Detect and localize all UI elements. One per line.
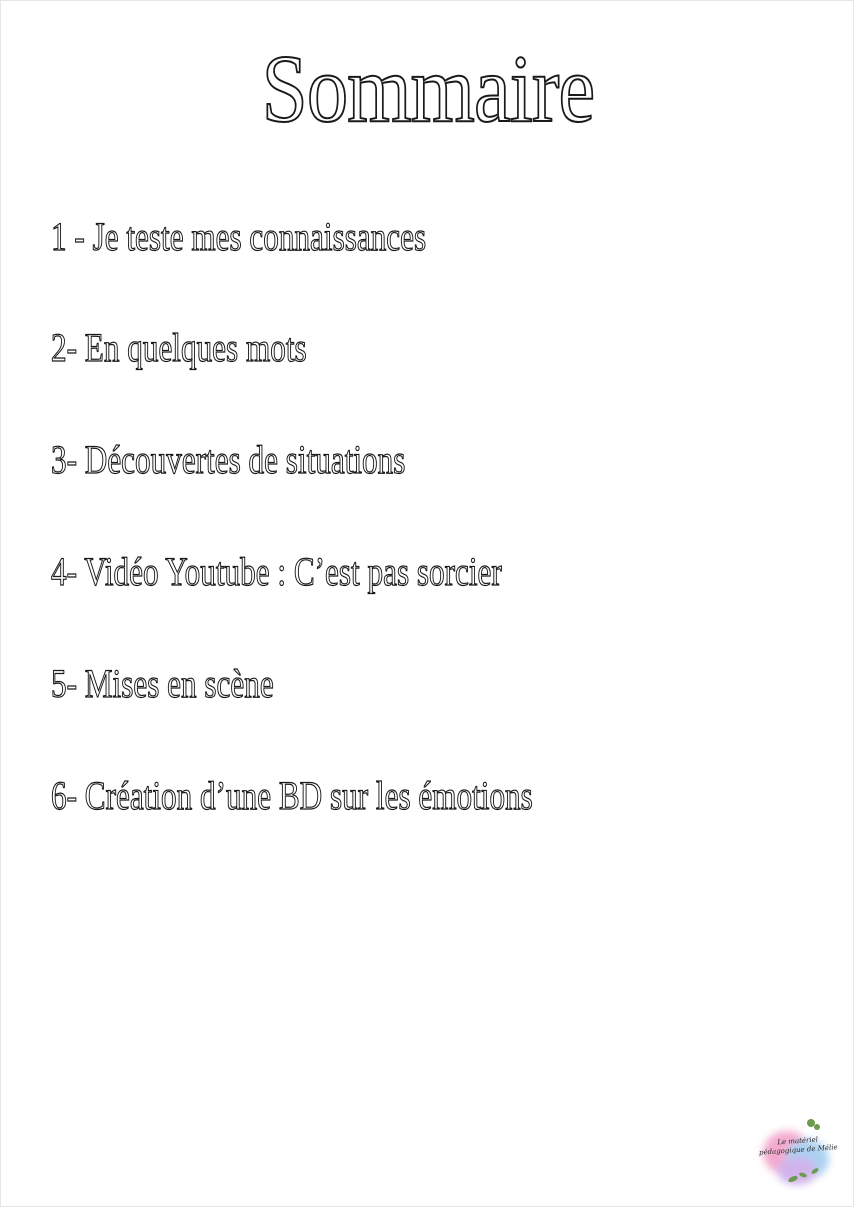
logo-text: Le matériel pédagogique de Mélie: [758, 1135, 838, 1157]
toc-item-5: 5- Mises en scène: [51, 661, 274, 706]
logo-blob-purple: [777, 1157, 817, 1185]
toc-item-1: 1 - Je teste mes connaissances: [51, 214, 427, 259]
page-title: Sommaire: [261, 35, 595, 142]
toc-item-2: 2- En quelques mots: [51, 325, 307, 370]
table-of-contents: [51, 1, 811, 901]
toc-item-4: 4- Vidéo Youtube : C’est pas sorcier: [51, 549, 502, 594]
toc-item-3: 3- Découvertes de situations: [51, 437, 406, 482]
toc-item-6: 6- Création d’une BD sur les émotions: [51, 773, 533, 818]
